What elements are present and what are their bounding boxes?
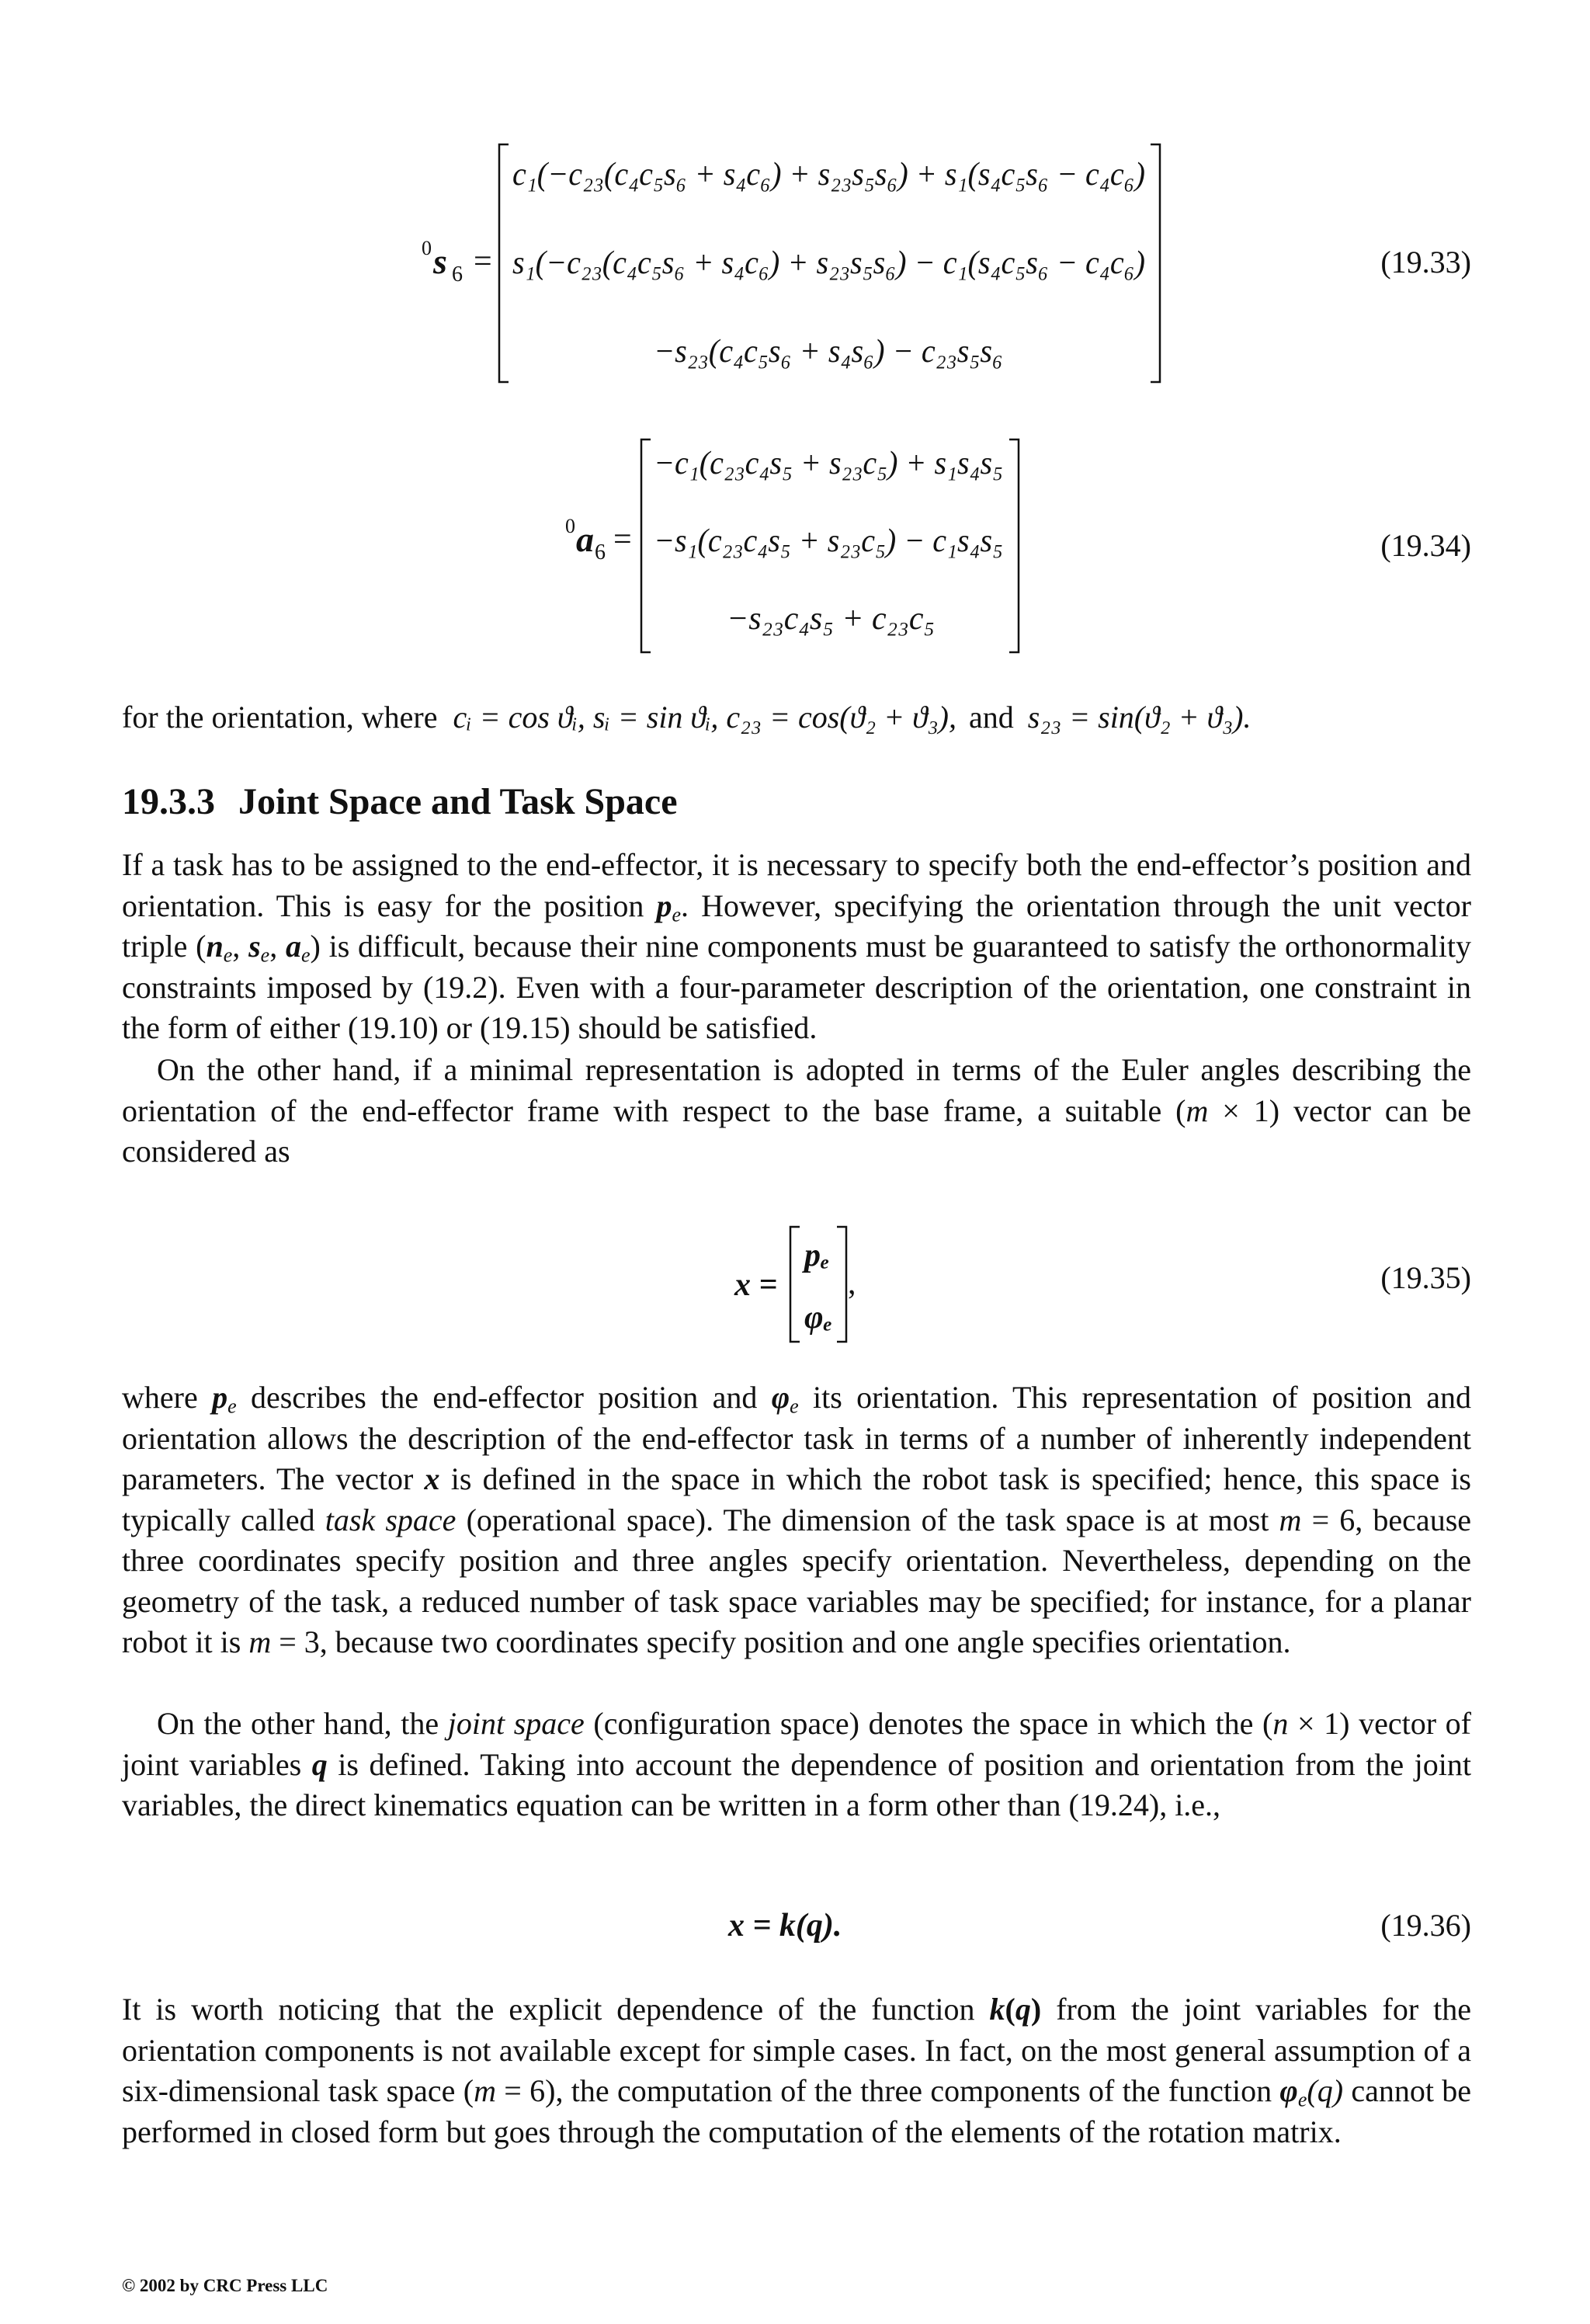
symbol-n: n bbox=[206, 929, 224, 964]
vector-row-1: pₑ bbox=[804, 1238, 830, 1273]
equation-19-34 bbox=[0, 433, 1590, 666]
matrix-bracket-left bbox=[641, 439, 651, 652]
orientation-math-1: cᵢ = cos ϑᵢ, sᵢ = sin ϑᵢ, c₂₃ = cos(ϑ₂ + ϑ₃), bbox=[453, 700, 956, 735]
eq-lhs-subscript: 6 bbox=[452, 262, 463, 287]
orientation-prefix: for the orientation, where bbox=[122, 700, 438, 735]
copyright-footer: © 2002 by CRC Press LLC bbox=[122, 2276, 328, 2295]
eq-trailing-comma: , bbox=[848, 1266, 856, 1301]
equation-number: (19.33) bbox=[1380, 245, 1471, 280]
eq-lhs-symbol: s bbox=[433, 241, 447, 281]
eq-lhs-subscript: 6 bbox=[595, 540, 606, 564]
eq-equals: = bbox=[474, 244, 492, 280]
equation-number: (19.34) bbox=[1380, 528, 1471, 563]
section-number: 19.3.3 bbox=[122, 781, 215, 822]
equation-19-33 bbox=[0, 132, 1590, 396]
matrix-bracket-right bbox=[1151, 144, 1160, 382]
vector-bracket-right bbox=[837, 1227, 846, 1342]
matrix-row-2: s₁(−c₂₃(c₄c₅s₆ + s₄c₆) + s₂₃s₅s₆) − c₁(s₄c₅s₆ − c₄c₆) bbox=[512, 245, 1145, 281]
section-heading bbox=[122, 780, 678, 823]
eq-lhs-superscript: 0 bbox=[422, 237, 432, 259]
equation-19-36: x = k(q). bbox=[728, 1908, 842, 1944]
matrix-row-3: −s₂₃c₄s₅ + c₂₃c₅ bbox=[727, 601, 935, 637]
paragraph-5: It is worth noticing that the explicit dependence of the function k(q) from the joint variables for the orientation components is not available except for simple cases. In fact, on the most general assumption of a six-dimensional task space (m = 6), the computation of the three components of the function $\varphi_e(q)$ cannot be performed in closed form but goes through the computation of the elements of the rotation matrix. bbox=[122, 1992, 1472, 2149]
matrix-row-2: −s₁(c₂₃c₄s₅ + s₂₃c₅) − c₁s₄s₅ bbox=[654, 523, 1003, 559]
matrix-row-1: c₁(−c₂₃(c₄c₅s₆ + s₄c₆) + s₂₃s₅s₆) + s₁(s₄c₅s₆ − c₄c₆) bbox=[512, 157, 1145, 193]
symbol-a: a bbox=[285, 929, 301, 964]
equation-number: (19.36) bbox=[1380, 1908, 1471, 1943]
equation-number: (19.35) bbox=[1380, 1260, 1471, 1295]
paragraph-1: If a task has to be assigned to the end-effector, it is necessary to specify both the end-effector’s position and orientation. This is easy for the position $p_e$. However, specifying the orientation through the unit vector triple ($n_e$, $s_e$, $a_e$) is difficult, because their nine components must be guaranteed to satisfy the orthonormality constraints imposed by (19.2). Even with a four-parameter description of the orientation, one constraint in the form of either (19.10) or (19.15) should be satisfied. bbox=[122, 847, 1471, 1045]
vector-bracket-left bbox=[790, 1227, 800, 1342]
matrix-bracket-right bbox=[1009, 439, 1019, 652]
matrix-row-1: −c₁(c₂₃c₄s₅ + s₂₃c₅) + s₁s₄s₅ bbox=[654, 446, 1003, 481]
matrix-row-3: −s₂₃(c₄c₅s₆ + s₄s₆) − c₂₃s₅s₆ bbox=[654, 334, 1003, 370]
symbol-p: p bbox=[656, 888, 672, 923]
equation-19-35 bbox=[0, 1219, 1590, 1359]
vector-row-2: φₑ bbox=[804, 1300, 833, 1336]
eq-lhs: x = bbox=[734, 1267, 778, 1303]
eq-lhs-symbol: a bbox=[576, 519, 594, 559]
matrix-bracket-left bbox=[499, 144, 509, 382]
symbol-s: s bbox=[248, 929, 261, 964]
orientation-and: and bbox=[968, 700, 1014, 735]
paragraph-3: where $p_e$ describes the end-effector position and $\varphi_e$ its orientation. This representation of position and orientation allows the description of the end-effector task in terms of a number of inherently independent parameters. The vector x is defined in the space in which the robot task is specified; hence, this space is typically called task space (operational space). The dimension of the task space is at most m = 6, because three coordinates specify position and three angles specify orientation. Nevertheless, depending on the geometry of the task, a reduced number of task space variables may be specified; for instance, for a planar robot it is m = 3, because two coordinates specify position and one angle specifies orientation. bbox=[122, 1380, 1472, 1659]
eq-equals: = bbox=[613, 522, 632, 558]
section-title: Joint Space and Task Space bbox=[238, 781, 678, 822]
paragraph-2: On the other hand, if a minimal representation is adopted in terms of the Euler angles describing the orientation of the end-effector frame with respect to the base frame, a suitable (m × 1) vector can be considered as bbox=[122, 1052, 1471, 1169]
eq-lhs-superscript: 0 bbox=[565, 515, 575, 537]
orientation-line bbox=[122, 697, 1471, 738]
orientation-math-2: s₂₃ = sin(ϑ₂ + ϑ₃). bbox=[1027, 700, 1252, 735]
paragraph-4: On the other hand, the joint space (configuration space) denotes the space in which the (n × 1) vector of joint variables q is defined. Taking into account the dependence of position and orientation from the joint variables, the direct kinematics equation can be written in a form other than (19.24), i.e., bbox=[122, 1706, 1472, 1822]
